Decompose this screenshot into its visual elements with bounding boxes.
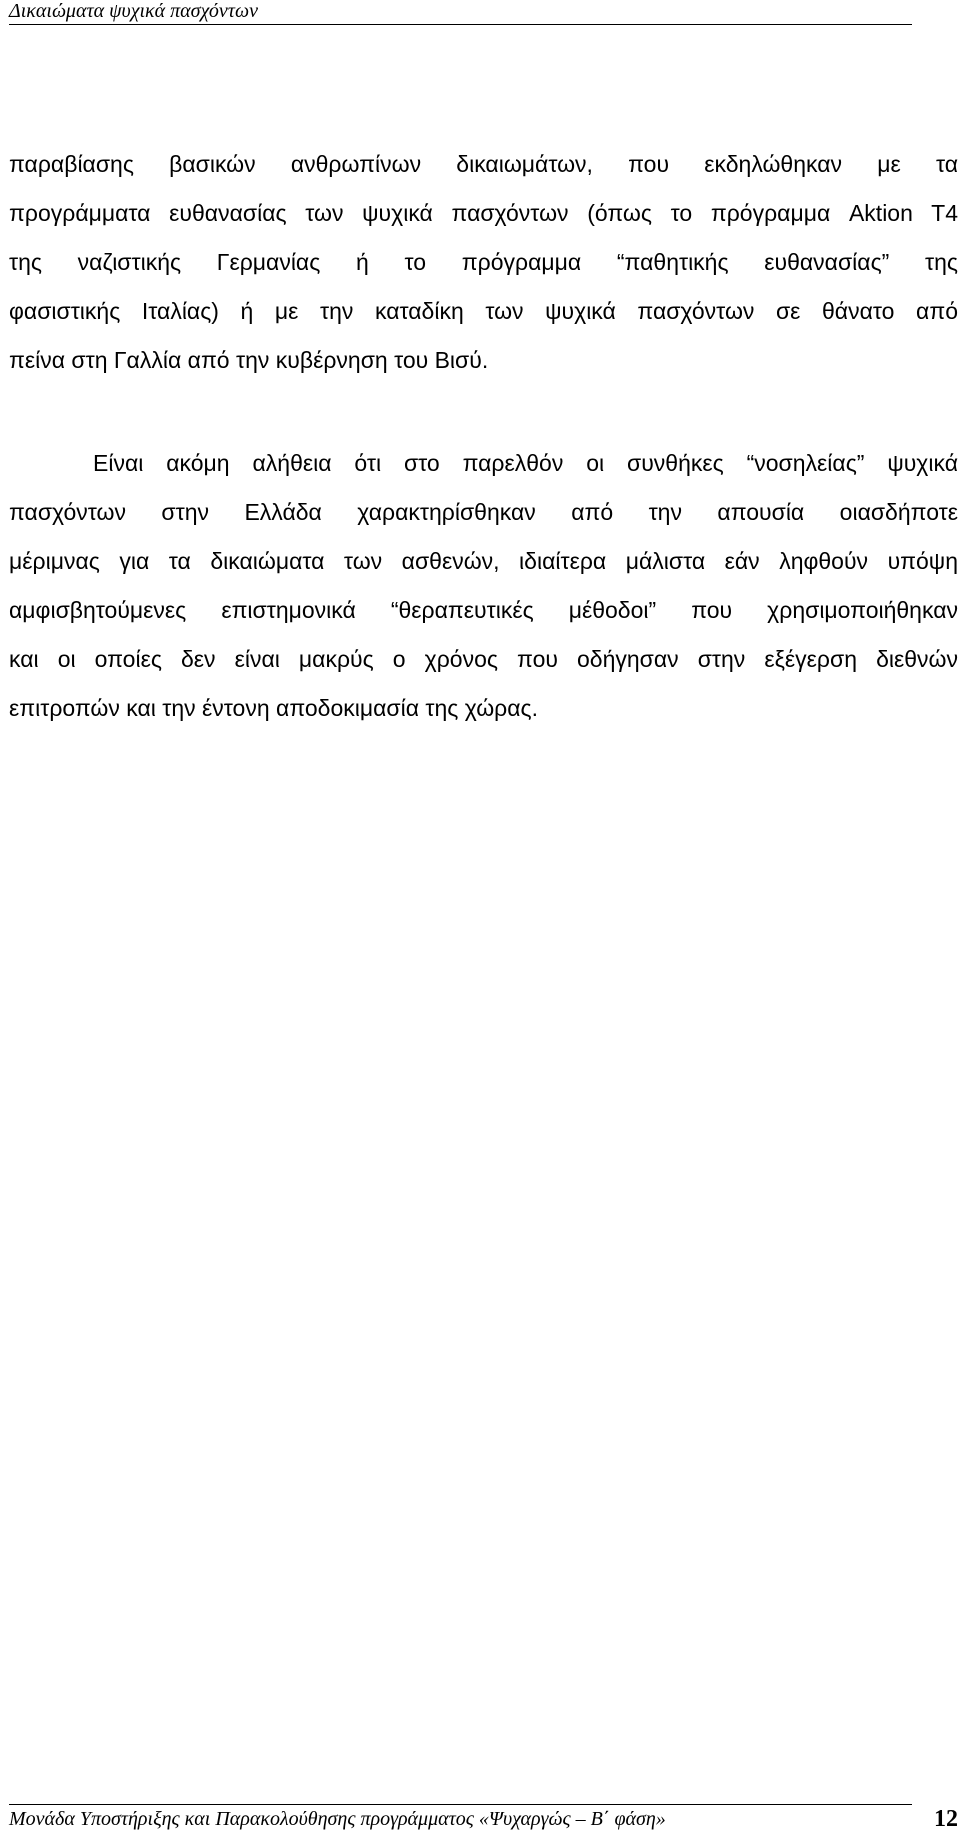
text-line: Είναι ακόμη αλήθεια ότι στο παρελθόν οι συνθήκες “νοσηλείας” ψυχικά	[93, 450, 958, 476]
text-line: φασιστικής Ιταλίας) ή με την καταδίκη των ψυχικά πασχόντων σε θάνατο από	[9, 298, 958, 324]
paragraph-2	[9, 439, 958, 733]
document-body	[9, 140, 958, 733]
text-line: προγράμματα ευθανασίας των ψυχικά πασχόντων (όπως το πρόγραμμα Aktion T4	[9, 200, 958, 226]
text-line: αμφισβητούμενες επιστημονικά “θεραπευτικές μέθοδοι” που χρησιμοποιήθηκαν	[9, 597, 958, 623]
text-line: και οι οποίες δεν είναι μακρύς ο χρόνος που οδήγησαν στην εξέγερση διεθνών	[9, 646, 958, 672]
text-line: μέριμνας για τα δικαιώματα των ασθενών, ιδιαίτερα μάλιστα εάν ληφθούν υπόψη	[9, 548, 958, 574]
page-number: 12	[934, 1806, 958, 1832]
text-line: παραβίασης βασικών ανθρωπίνων δικαιωμάτων, που εκδηλώθηκαν με τα	[9, 151, 958, 177]
paragraph-1	[9, 140, 958, 385]
running-header-title: Δικαιώματα ψυχικά πασχόντων	[9, 0, 258, 22]
page-header	[9, 0, 912, 25]
footer-divider	[9, 1804, 912, 1805]
text-line: πασχόντων στην Ελλάδα χαρακτηρίσθηκαν από την απουσία οιασδήποτε	[9, 499, 958, 525]
text-line: της ναζιστικής Γερμανίας ή το πρόγραμμα “παθητικής ευθανασίας” της	[9, 249, 958, 275]
footer-program-title: Μονάδα Υποστήριξης και Παρακολούθησης προγράμματος «Ψυχαργώς – Β΄ φάση»	[9, 1808, 666, 1830]
text-line: πείνα στη Γαλλία από την κυβέρνηση του Βισύ.	[9, 347, 489, 373]
page-footer	[9, 1804, 958, 1833]
paragraph-spacer	[9, 385, 958, 439]
text-line: επιτροπών και την έντονη αποδοκιμασία της χώρας.	[9, 695, 539, 721]
